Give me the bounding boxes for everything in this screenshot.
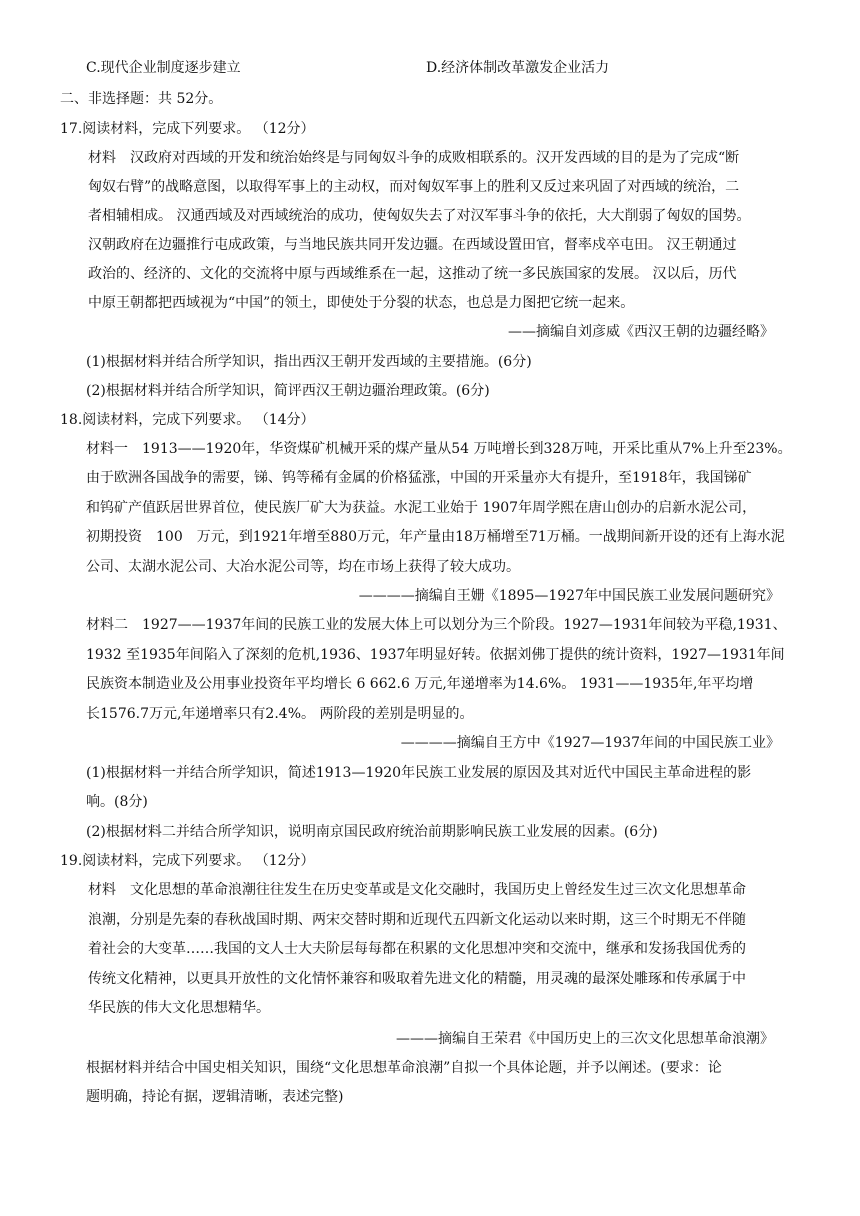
q17-material-line: 者相辅相成。 汉通西域及对西域统治的成功，使匈奴失去了对汉军事斗争的依托，大大削弱了匈奴的国势。 xyxy=(88,208,751,224)
option-c: C.现代企业制度逐步建立 xyxy=(86,60,241,76)
q18-material1-line: 由于欧洲各国战争的需要，锑、钨等稀有金属的价格猛涨，中国的开采量亦大有提升，至1918年，我国锑矿 xyxy=(86,470,752,486)
q19-material-line: 浪潮，分别是先秦的春秋战国时期、两宋交替时期和近现代五四新文化运动以来时期，这三个时期无不伴随 xyxy=(88,912,746,928)
q18-material2-line: 材料二 1927——1937年间的民族工业的发展大体上可以划分为三个阶段。1927—1931年间较为平稳,1931、 xyxy=(86,617,787,633)
q17-material-line: 匈奴右臂”的战略意图，以取得军事上的主动权，而对匈奴军事上的胜利又反过来巩固了对西域的统治，二 xyxy=(88,179,740,195)
q18-material1-line: 材料一 1913——1920年，华资煤矿机械开采的煤产量从54 万吨增长到328万吨，开采比重从7%上升至23%。 xyxy=(86,441,792,457)
q19-title: 19.阅读材料，完成下列要求。 （12分） xyxy=(60,853,315,869)
q18-material1-line: 公司、太湖水泥公司、大冶水泥公司等，均在市场上获得了较大成功。 xyxy=(86,559,520,575)
q18-subquestion-2: (2)根据材料二并结合所学知识，说明南京国民政府统治前期影响民族工业发展的因素。(6分) xyxy=(86,824,658,840)
q18-material2-line: 长1576.7万元,年递增率只有2.4%。 两阶段的差别是明显的。 xyxy=(86,706,474,722)
q17-subquestion-1: (1)根据材料并结合所学知识，指出西汉王朝开发西域的主要措施。(6分) xyxy=(86,354,532,370)
q18-material1-source: ————摘编自王姗《1895—1927年中国民族工业发展问题研究》 xyxy=(358,588,780,604)
q17-material-line: 政治的、经济的、文化的交流将中原与西域维系在一起，这推动了统一多民族国家的发展。 汉以后，历代 xyxy=(88,266,737,282)
q17-material-line: 材料 汉政府对西域的开发和统治始终是与同匈奴斗争的成败相联系的。汉开发西域的目的是为了完成“断 xyxy=(88,150,740,166)
q19-task-line: 根据材料并结合中国史相关知识，围绕“文化思想革命浪潮”自拟一个具体论题，并予以阐述。(要求：论 xyxy=(86,1060,722,1076)
q18-subquestion-1-cont: 响。(8分) xyxy=(86,794,148,810)
q17-material-line: 汉朝政府在边疆推行屯成政策，与当地民族共同开发边疆。在西域设置田官，督率戍卒屯田。 汉王朝通过 xyxy=(88,237,737,253)
q17-material-line: 中原王朝都把西域视为“中国”的领土，即使处于分裂的状态，也总是力图把它统一起来。 xyxy=(88,295,635,311)
q18-title: 18.阅读材料，完成下列要求。 （14分） xyxy=(60,412,315,428)
q17-subquestion-2: (2)根据材料并结合所学知识，简评西汉王朝边疆治理政策。(6分) xyxy=(86,383,490,399)
q19-source: ———摘编自王荣君《中国历史上的三次文化思想革命浪潮》 xyxy=(396,1031,774,1047)
q18-material2-line: 1932 至1935年间陷入了深刻的危机,1936、1937年明显好转。依据刘佛丁提供的统计资料，1927—1931年间 xyxy=(86,647,785,663)
q18-material1-line: 和钨矿产值跃居世界首位，使民族厂矿大为获益。水泥工业始于 1907年周学熙在唐山创办的启新水泥公司， xyxy=(86,500,757,516)
q17-source: ——摘编自刘彦威《西汉王朝的边疆经略》 xyxy=(508,324,774,340)
q18-subquestion-1: (1)根据材料一并结合所学知识，简述1913—1920年民族工业发展的原因及其对近代中国民主革命进程的影 xyxy=(86,765,752,781)
q17-title: 17.阅读材料，完成下列要求。 （12分） xyxy=(60,121,315,137)
option-d: D.经济体制改革激发企业活力 xyxy=(426,60,610,76)
q19-material-line: 华民族的伟大文化思想精华。 xyxy=(88,1000,270,1016)
q19-material-line: 着社会的大变革……我国的文人士大夫阶层每每都在积累的文化思想冲突和交流中，继承和发扬我国优秀的 xyxy=(88,941,746,957)
q18-material2-line: 民族资本制造业及公用事业投资年平均增长 6 662.6 万元,年递增率为14.6%。 1931——1935年,年平均增 xyxy=(86,676,754,692)
section-heading: 二、非选择题：共 52分。 xyxy=(60,91,223,107)
q18-material1-line: 初期投资 100 万元，到1921年增至880万元，年产量由18万桶增至71万桶。一战期间新开设的还有上海水泥 xyxy=(86,529,785,545)
q19-task-line: 题明确，持论有据，逻辑清晰，表述完整) xyxy=(86,1089,344,1105)
q19-material-line: 材料 文化思想的革命浪潮往往发生在历史变革或是文化交融时，我国历史上曾经发生过三次文化思想革命 xyxy=(88,882,746,898)
q18-material2-source: ————摘编自王方中《1927—1937年间的中国民族工业》 xyxy=(400,735,780,751)
q19-material-line: 传统文化精神，以更具开放性的文化情怀兼容和吸取着先进文化的精髓，用灵魂的最深处雕琢和传承属于中 xyxy=(88,971,746,987)
